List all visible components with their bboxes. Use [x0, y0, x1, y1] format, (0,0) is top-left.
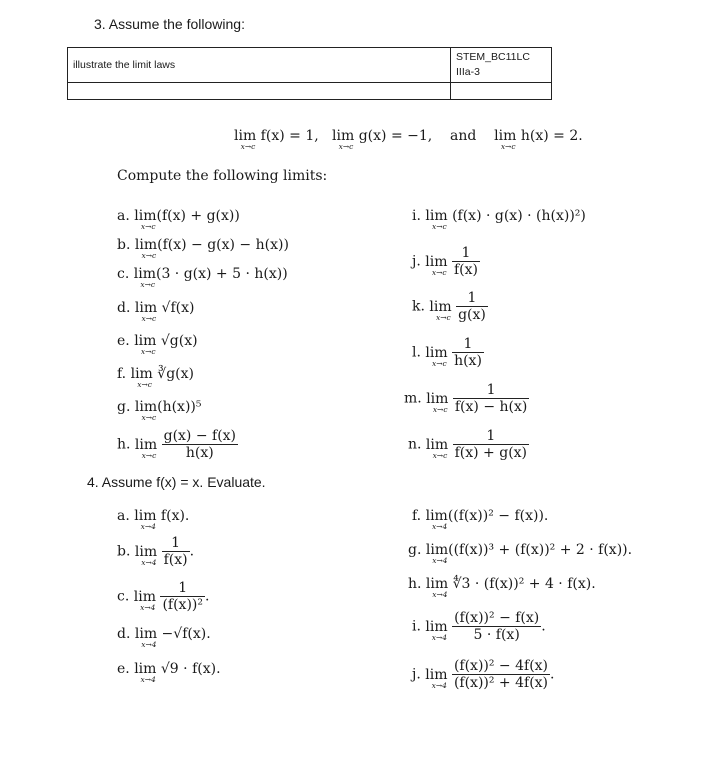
- item-3g: g. lim(h(x))⁵ x→c: [117, 399, 202, 422]
- code-line-1: STEM_BC11LC: [456, 51, 530, 63]
- item-3h: h. lim x→c $\frac{g(x) - f(x)}{h(x)}$: [117, 428, 237, 461]
- given-expr-h: lim h(x) = 2. x→c: [494, 128, 583, 151]
- empty-cell-left: [68, 83, 451, 100]
- item-3b: b. lim(f(x) − g(x) − h(x)) x→c: [117, 237, 289, 260]
- item-4b: b. lim x→4 $\frac{1}{f(x)}$ .: [117, 535, 195, 568]
- code-cell: [451, 48, 552, 83]
- item-3d: d. lim √f(x) x→c: [117, 300, 195, 323]
- given-and: and: [450, 128, 477, 144]
- item-4f: f. lim((f(x))² − f(x)). x→4: [412, 508, 549, 531]
- item-3k: k. lim x→c $\frac{1}{g(x)}$: [412, 290, 486, 323]
- given-expr-g: lim g(x) = −1, x→c: [332, 128, 433, 151]
- item-4c: c. lim x→4 $\frac{1}{\text{(f(x))²}}$ .: [117, 580, 210, 613]
- item-4e: e. lim √9 · f(x). x→4: [117, 661, 221, 684]
- empty-cell-right: [451, 83, 552, 100]
- item-3m: m. lim x→c $\frac{1}{f(x) - h(x)}$: [404, 382, 528, 415]
- item-3f: f. lim ∛g(x) x→c: [117, 366, 194, 389]
- competency-cell: illustrate the limit laws: [68, 48, 451, 83]
- info-table: [67, 47, 552, 100]
- given-expr-f: lim f(x) = 1, x→c: [234, 128, 319, 151]
- item-3e: e. lim √g(x) x→c: [117, 333, 198, 356]
- item-4j: j. lim x→4 $\frac{\text{(f(x))² − 4f(x)}}{\text{(f(x))² + 4f(x)}}$ .: [412, 658, 555, 691]
- item-3c: c. lim(3 · g(x) + 5 · h(x)) x→c: [117, 266, 288, 289]
- compute-prompt: Compute the following limits:: [117, 168, 328, 184]
- item-3l: l. lim x→c $\frac{1}{h(x)}$: [412, 336, 482, 369]
- given-limits: [234, 128, 583, 151]
- item-4d: d. lim −√f(x). x→4: [117, 626, 211, 649]
- item-3n: n. lim x→c $\frac{1}{f(x) + g(x)}$: [408, 428, 528, 461]
- item-3i: i. lim (f(x) · g(x) · (h(x))²) x→c: [412, 208, 586, 231]
- item-3j: j. lim x→c $\frac{1}{f(x)}$: [412, 245, 478, 278]
- code-line-2: IIIa-3: [456, 66, 480, 78]
- section-4-heading: 4. Assume f(x) = x. Evaluate.: [87, 474, 266, 490]
- item-4a: a. lim f(x). x→4: [117, 508, 190, 531]
- item-4i: i. lim x→4 $\frac{\text{(f(x))² − f(x)}}{5 \cdot f(x)}$ .: [412, 610, 546, 643]
- section-3-heading: 3. Assume the following:: [94, 16, 245, 32]
- item-4g: g. lim((f(x))³ + (f(x))² + 2 · f(x)). x→4: [408, 542, 633, 565]
- item-3a: a. lim(f(x) + g(x)) x→c: [117, 208, 240, 231]
- item-4h: h. lim ∜3 · (f(x))² + 4 · f(x). x→4: [408, 576, 596, 599]
